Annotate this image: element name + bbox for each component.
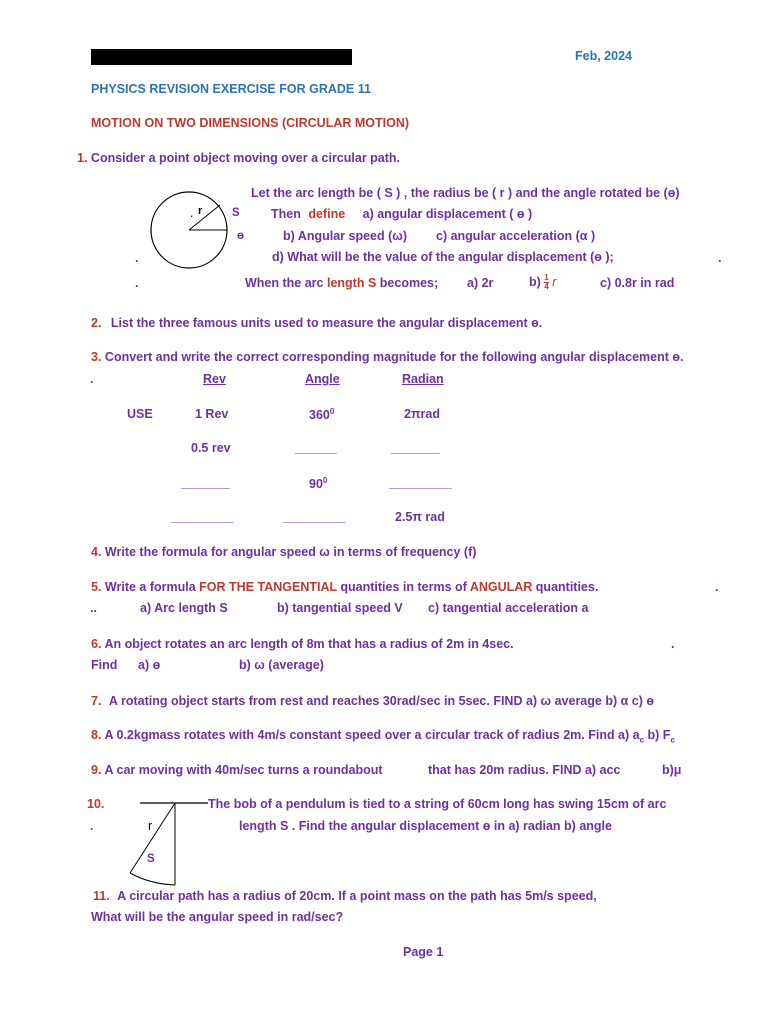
question-text: A rotating object starts from rest and reaches 30rad/sec in 5sec. FIND a) ω average b) α c) ɵ <box>108 694 654 708</box>
question-number: 3. <box>91 350 102 364</box>
find-label: Find <box>91 658 118 672</box>
question-text: List the three famous units used to measure the angular displacement ɵ. <box>110 316 543 330</box>
question-number-10: 10. <box>87 797 105 811</box>
row4-radian: 2.5π rad <box>395 510 445 524</box>
question-text: quantities. <box>535 580 599 594</box>
part-a: a) angular displacement ( ɵ ) <box>362 207 533 221</box>
row4-rev-blank: _________ <box>171 510 234 524</box>
question-number: 1. <box>77 151 88 165</box>
circle-dot: . <box>190 206 194 220</box>
q5-part-b: b) tangential speed V <box>277 601 403 615</box>
question-text: A circular path has a radius of 20cm. If a point mass on the path has 5m/s speed, <box>117 889 597 903</box>
question-number: 7. <box>91 694 102 708</box>
stray-dots: .. <box>90 601 97 615</box>
circle-angle-label: ɵ <box>237 230 245 242</box>
question-text: Write a formula <box>104 580 196 594</box>
row3-radian-blank: _________ <box>389 476 452 490</box>
q9-continued: that has 20m radius. FIND a) acc <box>428 763 621 777</box>
stray-dot: . <box>135 251 139 265</box>
q1-part-c: c) angular acceleration (α ) <box>436 229 596 243</box>
becomes-text: becomes; <box>379 276 439 290</box>
q1-part-b: b) Angular speed (ω) <box>283 229 407 243</box>
header-radian: Radian <box>402 372 444 386</box>
question-number: 9. <box>91 763 102 777</box>
row2-radian-blank: _______ <box>391 441 440 455</box>
angle-value: 360 <box>309 408 330 423</box>
row4-angle-blank: _________ <box>283 510 346 524</box>
subscript-c: c <box>670 735 675 745</box>
q10-line2: length S . Find the angular displacement ɵ in a) radian b) angle <box>239 819 612 833</box>
question-text: Write the formula for angular speed ω in terms of frequency (f) <box>104 545 477 559</box>
pendulum-radius-label: r <box>148 819 153 833</box>
q6-part-a: a) ɵ <box>138 658 161 672</box>
question-text: Consider a point object moving over a circular path. <box>90 151 401 165</box>
question-text: A 0.2kgmass rotates with 4m/s constant speed over a circular track of radius 2m. Find a) a <box>104 728 640 742</box>
angle-value: 90 <box>309 477 323 492</box>
question-number: 5. <box>91 580 102 594</box>
q1-line1: Let the arc length be ( S ) , the radius be ( r ) and the angle rotated be (ɵ) <box>251 186 680 200</box>
fraction-denominator: 4 <box>544 282 549 291</box>
exercise-title: PHYSICS REVISION EXERCISE FOR GRADE 11 <box>91 82 371 96</box>
row2-rev: 0.5 rev <box>191 441 231 455</box>
degree-mark: 0 <box>329 407 335 416</box>
tangential-text: FOR THE TANGENTIAL <box>199 580 337 594</box>
question-text: Convert and write the correct corresponding magnitude for the following angular displacement ɵ. <box>104 350 684 364</box>
question-text: An object rotates an arc length of 8m that has a radius of 2m in 4sec. <box>104 637 514 651</box>
q5-part-c: c) tangential acceleration a <box>428 601 589 615</box>
question-number: 8. <box>91 728 102 742</box>
date: Feb, 2024 <box>575 49 632 63</box>
q6-part-b: b) ω (average) <box>239 658 324 672</box>
question-number: 2. <box>91 316 102 330</box>
header-angle: Angle <box>305 372 340 386</box>
q11-line2: What will be the angular speed in rad/sec? <box>91 910 344 924</box>
stray-dot: . <box>90 372 94 386</box>
degree-mark: 0 <box>322 476 328 485</box>
use-label: USE <box>127 407 153 421</box>
row1-radian: 2πrad <box>404 407 440 421</box>
page-number: Page 1 <box>403 945 444 959</box>
length-s-text: length S <box>326 276 377 290</box>
question-text: quantities in terms of <box>340 580 467 594</box>
then-word: Then <box>271 207 301 221</box>
question-text: A car moving with 40m/sec turns a roundabout <box>104 763 383 777</box>
q10-line1: The bob of a pendulum is tied to a string of 60cm long has swing 15cm of arc <box>208 797 667 811</box>
question-number: 4. <box>91 545 102 559</box>
question-11 <box>93 889 597 903</box>
option-b-variable: r <box>552 274 557 289</box>
stray-dot: . <box>718 251 722 265</box>
subscript-c: c <box>639 735 645 745</box>
option-c: c) 0.8r in rad <box>600 276 675 290</box>
question-number: 11. <box>93 889 110 903</box>
question-number: 6. <box>91 637 102 651</box>
pendulum-arc-label: S <box>147 853 155 865</box>
header-rev: Rev <box>203 372 226 386</box>
when-text: When the arc <box>245 276 324 290</box>
option-a: a) 2r <box>467 276 494 290</box>
fraction-numerator: 1 <box>544 273 549 282</box>
stray-dot: . <box>90 819 94 833</box>
topic-title: MOTION ON TWO DIMENSIONS (CIRCULAR MOTION) <box>91 116 410 130</box>
q1-part-d: d) What will be the value of the angular displacement (ɵ ); <box>272 250 614 264</box>
q5-part-a: a) Arc length S <box>140 601 228 615</box>
define-word: define <box>308 207 346 221</box>
row1-rev: 1 Rev <box>195 407 229 421</box>
row3-rev-blank: _______ <box>181 476 230 490</box>
angular-text: ANGULAR <box>469 580 533 594</box>
question-text: b) F <box>644 728 671 742</box>
option-b-label: b) <box>529 274 541 289</box>
q9-part-b: b)μ <box>662 763 682 777</box>
circle-arc-label: S <box>232 207 240 219</box>
row2-angle-blank: ______ <box>295 441 337 455</box>
stray-dot: . <box>135 276 139 290</box>
circle-radius-label: r <box>198 205 203 217</box>
stray-dot: . <box>671 637 675 651</box>
pendulum-arc <box>130 873 175 885</box>
stray-dot: . <box>715 580 719 594</box>
